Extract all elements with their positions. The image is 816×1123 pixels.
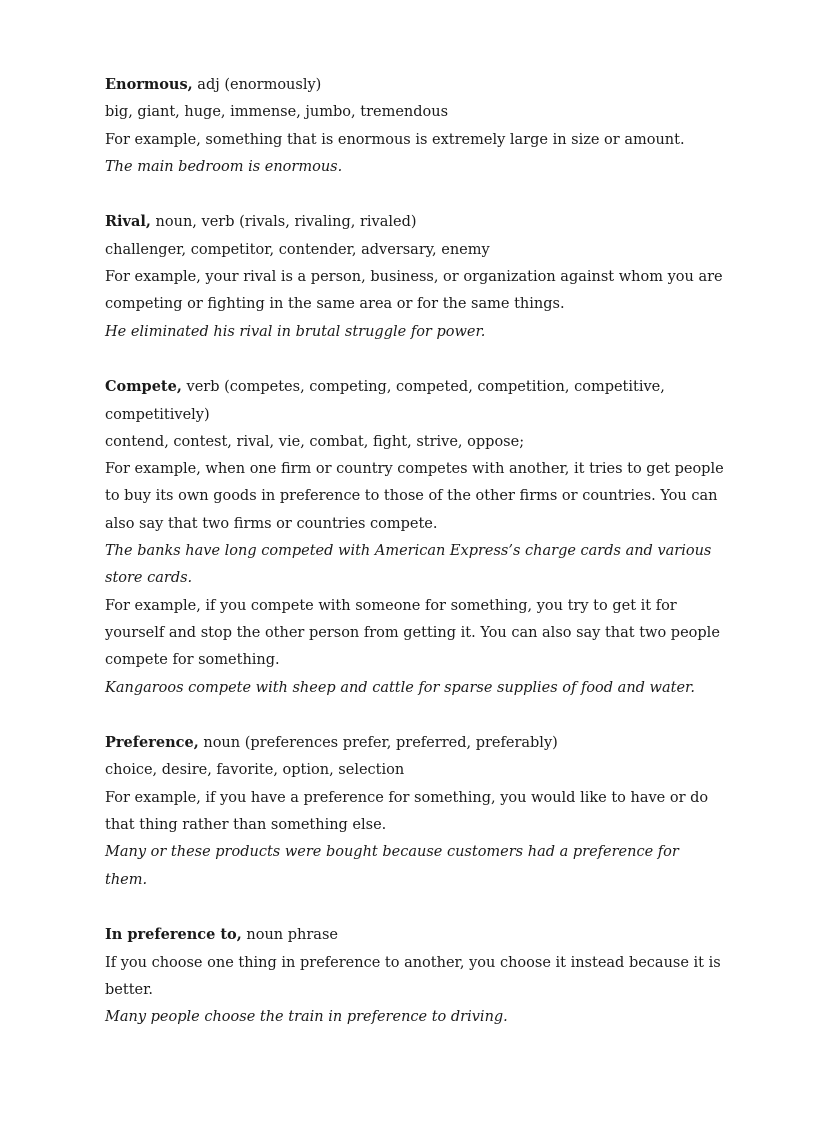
entry-example: The banks have long competed with American Express’s charge cards and various store cards. bbox=[105, 543, 712, 587]
entry-example: The main bedroom is enormous. bbox=[105, 158, 343, 175]
entry-preference bbox=[105, 729, 725, 894]
entry-example: He eliminated his rival in brutal struggle for power. bbox=[105, 323, 486, 340]
entry-in-preference-to bbox=[105, 921, 725, 1031]
entry-definition: For example, if you have a preference for something, you would like to have or do that thing rather than something else. bbox=[105, 789, 709, 834]
entry-part-of-speech: adj (enormously) bbox=[192, 77, 322, 93]
entry-headword-line bbox=[105, 373, 725, 429]
entry-term: Compete, bbox=[105, 378, 182, 396]
entry-part-of-speech: noun phrase bbox=[241, 927, 338, 944]
vocabulary-document bbox=[105, 71, 725, 1059]
entry-synonyms: big, giant, huge, immense, jumbo, tremendous bbox=[105, 104, 449, 121]
entry-definition: If you choose one thing in preference to another, you choose it instead because it is better. bbox=[105, 954, 721, 998]
entry-enormous bbox=[105, 71, 725, 181]
entry-headword-line bbox=[105, 208, 725, 236]
entry-synonyms: contend, contest, rival, vie, combat, fight, strive, oppose; bbox=[105, 433, 525, 450]
entry-rival bbox=[105, 208, 725, 345]
entry-part-of-speech: verb (competes, competing, competed, competition, competitive, competitively) bbox=[105, 379, 665, 423]
entry-headword-line bbox=[105, 921, 725, 949]
entry-example: Kangaroos compete with sheep and cattle for sparse supplies of food and water. bbox=[105, 679, 695, 696]
entry-definition: For example, something that is enormous is extremely large in size or amount. bbox=[105, 131, 685, 148]
entry-term: Preference, bbox=[105, 734, 199, 752]
entry-term: Rival, bbox=[105, 213, 151, 231]
entry-definition: For example, when one firm or country competes with another, it tries to get people to buy its own goods in preference to those of the other firms or countries. You can also say that two firms or countries compete. bbox=[105, 461, 724, 532]
entry-term: Enormous, bbox=[105, 76, 193, 93]
entry-headword-line bbox=[105, 71, 725, 99]
entry-synonyms: choice, desire, favorite, option, selection bbox=[105, 762, 405, 779]
entry-term: In preference to, bbox=[105, 926, 242, 944]
entry-headword-line bbox=[105, 729, 725, 757]
entry-example: Many people choose the train in preference to driving. bbox=[105, 1009, 508, 1026]
entry-definition: For example, if you compete with someone for something, you try to get it for yourself and stop the other person from getting it. You can also say that two people compete for something. bbox=[105, 597, 720, 669]
entry-part-of-speech: noun, verb (rivals, rivaling, rivaled) bbox=[150, 214, 417, 231]
entry-definition: For example, your rival is a person, business, or organization against whom you are competing or fighting in the same area or for the same things. bbox=[105, 269, 723, 313]
entry-example: Many or these products were bought because customers had a preference for them. bbox=[105, 844, 679, 888]
entry-compete bbox=[105, 373, 725, 702]
entry-synonyms: challenger, competitor, contender, adversary, enemy bbox=[105, 241, 490, 258]
entry-part-of-speech: noun (preferences prefer, preferred, preferably) bbox=[198, 735, 558, 752]
